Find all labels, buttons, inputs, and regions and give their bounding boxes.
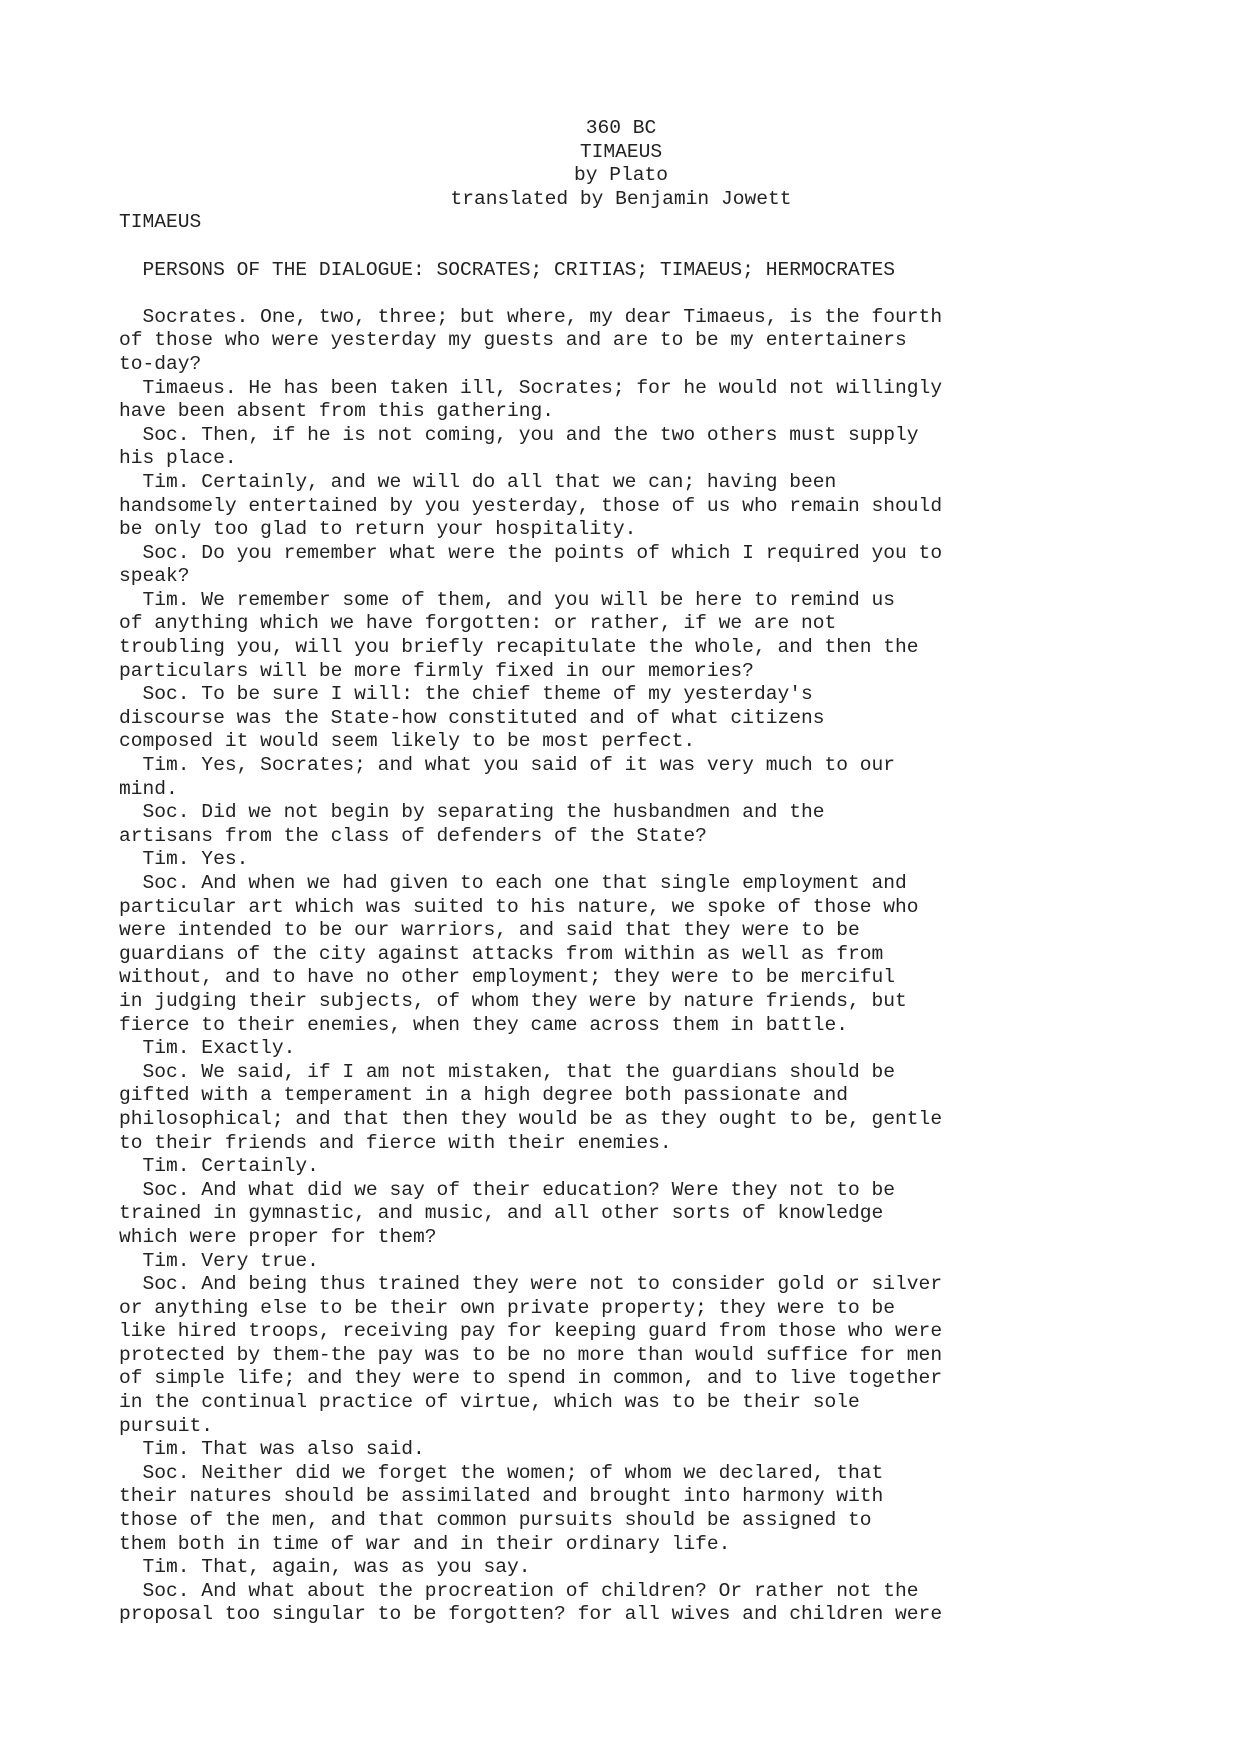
text-line: in judging their subjects, of whom they were by nature friends, but bbox=[119, 989, 907, 1012]
text-line: trained in gymnastic, and music, and all other sorts of knowledge bbox=[119, 1202, 884, 1225]
text-line: Soc. We said, if I am not mistaken, that the guardians should be bbox=[119, 1060, 896, 1083]
text-line: their natures should be assimilated and brought into harmony with bbox=[119, 1485, 884, 1508]
header-translator: translated by Benjamin Jowett bbox=[450, 187, 792, 210]
text-line: gifted with a temperament in a high degree both passionate and bbox=[119, 1084, 849, 1107]
text-line: without, and to have no other employment; they were to be merciful bbox=[119, 966, 896, 989]
text-line: Socrates. One, two, three; but where, my dear Timaeus, is the fourth bbox=[119, 305, 943, 328]
text-line: particular art which was suited to his nature, we spoke of those who bbox=[119, 895, 919, 918]
text-line: were intended to be our warriors, and said that they were to be bbox=[119, 919, 860, 942]
text-line: Soc. And when we had given to each one that single employment and bbox=[119, 872, 907, 894]
text-line: Tim. Certainly, and we will do all that we can; having been bbox=[119, 470, 837, 493]
text-line: in the continual practice of virtue, which was to be their sole bbox=[119, 1391, 860, 1414]
header-date: 360 BC bbox=[585, 117, 657, 139]
text-line: Soc. And what about the procreation of children? Or rather not the bbox=[119, 1579, 919, 1602]
text-line: Soc. Did we not begin by separating the husbandmen and the bbox=[119, 801, 825, 824]
text-line: fierce to their enemies, when they came across them in battle. bbox=[119, 1013, 849, 1036]
text-line: them both in time of war and in their ordinary life. bbox=[119, 1532, 731, 1555]
text-line: Soc. To be sure I will: the chief theme of my yesterday's bbox=[119, 683, 813, 706]
text-line: of simple life; and they were to spend in common, and to live together bbox=[119, 1367, 943, 1390]
text-line: mind. bbox=[119, 777, 178, 800]
text-line: Soc. Neither did we forget the women; of whom we declared, that bbox=[119, 1461, 884, 1484]
text-line: Tim. That was also said. bbox=[119, 1438, 425, 1461]
text-line: philosophical; and that then they would be as they ought to be, gentle bbox=[119, 1107, 943, 1130]
text-line: composed it would seem likely to be most perfect. bbox=[119, 730, 696, 753]
text-line: Tim. Certainly. bbox=[119, 1155, 319, 1178]
text-line: Tim. Very true. bbox=[119, 1249, 319, 1272]
text-line: Soc. Do you remember what were the points of which I required you to bbox=[119, 541, 943, 564]
text-line: Timaeus. He has been taken ill, Socrates; for he would not willingly bbox=[119, 376, 943, 399]
text-line: speak? bbox=[119, 565, 190, 588]
text-line: pursuit. bbox=[119, 1414, 214, 1437]
dialogue-body bbox=[119, 306, 1119, 1627]
text-line: of anything which we have forgotten: or rather, if we are not bbox=[119, 612, 837, 635]
text-line: troubling you, will you briefly recapitulate the whole, and then the bbox=[119, 636, 919, 659]
header-author: by Plato bbox=[573, 164, 669, 187]
text-line: be only too glad to return your hospitality. bbox=[119, 518, 637, 541]
text-line: Tim. Exactly. bbox=[119, 1037, 296, 1060]
text-line: Soc. And being thus trained they were not to consider gold or silver bbox=[119, 1273, 943, 1296]
text-line: particulars will be more firmly fixed in our memories? bbox=[119, 659, 754, 682]
text-line: handsomely entertained by you yesterday, those of us who remain should bbox=[119, 494, 943, 517]
text-line: his place. bbox=[119, 447, 237, 470]
text-line: guardians of the city against attacks from within as well as from bbox=[119, 942, 884, 965]
header-title: TIMAEUS bbox=[579, 140, 663, 163]
text-line: like hired troops, receiving pay for keeping guard from those who were bbox=[119, 1320, 943, 1343]
text-line: protected by them-the pay was to be no more than would suffice for men bbox=[119, 1343, 943, 1366]
spacer bbox=[119, 282, 1119, 306]
text-line: or anything else to be their own private property; they were to be bbox=[119, 1296, 896, 1319]
text-line: Tim. That, again, was as you say. bbox=[119, 1556, 531, 1579]
text-line: which were proper for them? bbox=[119, 1225, 437, 1248]
document-page bbox=[119, 117, 1119, 1627]
text-line: have been absent from this gathering. bbox=[119, 400, 555, 423]
text-line: to their friends and fierce with their enemies. bbox=[119, 1131, 672, 1154]
text-line: discourse was the State-how constituted and of what citizens bbox=[119, 706, 825, 729]
text-line: Tim. Yes, Socrates; and what you said of it was very much to our bbox=[119, 754, 896, 777]
text-line: to-day? bbox=[119, 352, 202, 375]
section-title: TIMAEUS bbox=[119, 211, 202, 234]
text-line: of those who were yesterday my guests and are to be my entertainers bbox=[119, 329, 907, 352]
persons-of-dialogue: PERSONS OF THE DIALOGUE: SOCRATES; CRITIAS; TIMAEUS; HERMOCRATES bbox=[119, 258, 896, 281]
text-line: Soc. Then, if he is not coming, you and the two others must supply bbox=[119, 423, 919, 446]
text-line: artisans from the class of defenders of the State? bbox=[119, 824, 707, 847]
text-line: Tim. Yes. bbox=[119, 848, 249, 871]
text-line: those of the men, and that common pursuits should be assigned to bbox=[119, 1509, 872, 1532]
spacer bbox=[119, 235, 1119, 259]
text-line: Tim. We remember some of them, and you will be here to remind us bbox=[119, 588, 896, 611]
text-line: Soc. And what did we say of their education? Were they not to be bbox=[119, 1178, 896, 1201]
text-line: proposal too singular to be forgotten? for all wives and children were bbox=[119, 1603, 943, 1626]
